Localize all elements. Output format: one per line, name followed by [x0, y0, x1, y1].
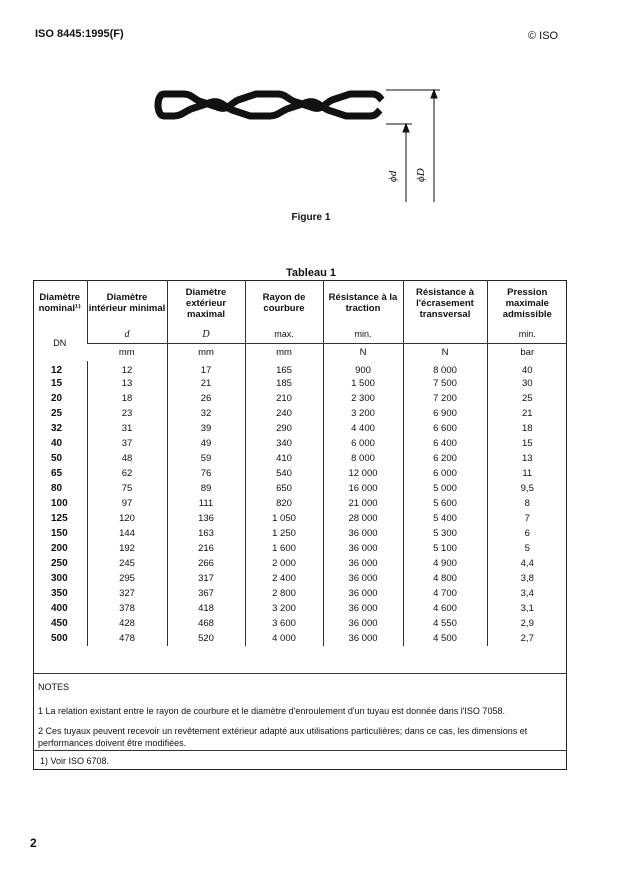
cell-tensile: 36 000 [323, 631, 403, 646]
cell-pressure: 21 [487, 406, 567, 421]
cell-tensile: 4 400 [323, 421, 403, 436]
table-body [33, 361, 567, 646]
cell-crush: 5 000 [403, 481, 487, 496]
notes-section [34, 673, 566, 748]
table-caption: Tableau 1 [286, 267, 336, 279]
cell-bend-radius: 240 [245, 406, 323, 421]
cell-bend-radius: 1 050 [245, 511, 323, 526]
col-header-bend-radius: Rayon de courbure [245, 280, 323, 326]
col-header-outer-diameter: Diamètre extérieur maximal [167, 280, 245, 326]
hose-wall-section [158, 94, 382, 116]
cell-pressure: 3,8 [487, 571, 567, 586]
table-row [33, 361, 567, 376]
cell-pressure: 30 [487, 376, 567, 391]
cell-outer-diameter: 520 [167, 631, 245, 646]
cell-inner-diameter: 31 [87, 421, 167, 436]
cell-inner-diameter: 295 [87, 571, 167, 586]
cell-tensile: 3 200 [323, 406, 403, 421]
cell-pressure: 9,5 [487, 481, 567, 496]
cell-dn: 300 [51, 573, 68, 584]
cell-tensile: 36 000 [323, 526, 403, 541]
cell-bend-radius: 340 [245, 436, 323, 451]
cell-tensile: 36 000 [323, 586, 403, 601]
cell-pressure: 3,1 [487, 601, 567, 616]
table-row [33, 526, 567, 541]
figure-caption: Figure 1 [291, 212, 331, 223]
cell-crush: 4 800 [403, 571, 487, 586]
cell-dn: 500 [51, 633, 68, 644]
cell-outer-diameter: 418 [167, 601, 245, 616]
cell-dn: 450 [51, 618, 68, 629]
cell-inner-diameter: 37 [87, 436, 167, 451]
cell-pressure: 4,4 [487, 556, 567, 571]
cell-inner-diameter: 97 [87, 496, 167, 511]
cell-dn: 150 [51, 528, 68, 539]
cell-pressure: 6 [487, 526, 567, 541]
cell-tensile: 6 000 [323, 436, 403, 451]
table-row [33, 466, 567, 481]
cell-dn: 250 [51, 558, 68, 569]
footnote-text: 1) Voir ISO 6708. [40, 756, 110, 766]
cell-inner-diameter: 192 [87, 541, 167, 556]
cell-tensile: 1 500 [323, 376, 403, 391]
cell-crush: 4 700 [403, 586, 487, 601]
col-header-pressure: Pression maximale admissible [487, 280, 567, 326]
cell-crush: 5 600 [403, 496, 487, 511]
cell-bend-radius: 650 [245, 481, 323, 496]
cell-bend-radius: 290 [245, 421, 323, 436]
cell-bend-radius: 3 600 [245, 616, 323, 631]
cell-pressure: 5 [487, 541, 567, 556]
symbol-row [33, 326, 567, 344]
cell-tensile: 36 000 [323, 616, 403, 631]
cell-inner-diameter: 12 [87, 361, 167, 376]
table-row [33, 631, 567, 646]
table-row [33, 451, 567, 466]
cell-bend-radius: 4 000 [245, 631, 323, 646]
cell-pressure: 40 [487, 361, 567, 376]
cell-bend-radius: 3 200 [245, 601, 323, 616]
cell-tensile: 21 000 [323, 496, 403, 511]
cell-inner-diameter: 428 [87, 616, 167, 631]
cell-tensile: 36 000 [323, 541, 403, 556]
cell-crush: 7 500 [403, 376, 487, 391]
cell-bend-radius: 1 250 [245, 526, 323, 541]
cell-inner-diameter: 13 [87, 376, 167, 391]
dn-label: DN [53, 338, 67, 348]
cell-tensile: 28 000 [323, 511, 403, 526]
cell-dn: 50 [51, 453, 63, 464]
cell-pressure: 2,9 [487, 616, 567, 631]
table-row [33, 511, 567, 526]
cell-outer-diameter: 136 [167, 511, 245, 526]
cell-bend-radius: 410 [245, 451, 323, 466]
cell-outer-diameter: 317 [167, 571, 245, 586]
table-row [33, 571, 567, 586]
cell-inner-diameter: 23 [87, 406, 167, 421]
note-item: 2 Ces tuyaux peuvent recevoir un revêtement extérieur adapté aux utilisations particulières; dans ce cas, les dimensions et performances doivent être modifiées. [38, 726, 528, 748]
cell-tensile: 36 000 [323, 571, 403, 586]
cell-outer-diameter: 216 [167, 541, 245, 556]
cell-crush: 6 600 [403, 421, 487, 436]
header-row [33, 280, 567, 326]
cell-outer-diameter: 468 [167, 616, 245, 631]
copyright-mark: © ISO [528, 30, 559, 42]
page-number: 2 [30, 836, 37, 850]
cell-bend-radius: 2 800 [245, 586, 323, 601]
footnote [34, 750, 566, 766]
cell-crush: 5 400 [403, 511, 487, 526]
unit-pressure: bar [487, 344, 567, 362]
table-row [33, 496, 567, 511]
cell-inner-diameter: 120 [87, 511, 167, 526]
cell-outer-diameter: 39 [167, 421, 245, 436]
cell-dn: 65 [51, 468, 63, 479]
col-header-inner-diameter: Diamètre intérieur minimal [87, 280, 167, 326]
cell-dn: 15 [51, 378, 63, 389]
qualifier-min-pressure: min. [487, 326, 567, 344]
cell-pressure: 15 [487, 436, 567, 451]
cell-inner-diameter: 75 [87, 481, 167, 496]
cell-bend-radius: 185 [245, 376, 323, 391]
cell-bend-radius: 540 [245, 466, 323, 481]
table-row [33, 481, 567, 496]
table-row [33, 601, 567, 616]
col-header-crush: Résistance à l'écrasement transversal [403, 280, 487, 326]
cell-pressure: 18 [487, 421, 567, 436]
cell-crush: 6 000 [403, 466, 487, 481]
cell-crush: 6 900 [403, 406, 487, 421]
cell-crush: 6 200 [403, 451, 487, 466]
symbol-d: d [87, 326, 167, 344]
cell-dn: 40 [51, 438, 63, 449]
cell-dn: 400 [51, 603, 68, 614]
table-row [33, 616, 567, 631]
col-header-nominal: Diamètre nominal¹⁾ [38, 292, 81, 314]
cell-outer-diameter: 163 [167, 526, 245, 541]
cell-inner-diameter: 18 [87, 391, 167, 406]
table-row [33, 586, 567, 601]
cell-pressure: 8 [487, 496, 567, 511]
table-row [33, 556, 567, 571]
col-header-tensile: Résistance à la traction [323, 280, 403, 326]
cell-pressure: 3,4 [487, 586, 567, 601]
cell-tensile: 16 000 [323, 481, 403, 496]
cell-outer-diameter: 266 [167, 556, 245, 571]
hose-profile-figure [150, 70, 450, 210]
notes-title: NOTES [38, 682, 70, 692]
cell-crush: 4 550 [403, 616, 487, 631]
cell-dn: 200 [51, 543, 68, 554]
table-row [33, 406, 567, 421]
cell-inner-diameter: 48 [87, 451, 167, 466]
cell-pressure: 2,7 [487, 631, 567, 646]
cell-bend-radius: 1 600 [245, 541, 323, 556]
table-row [33, 421, 567, 436]
cell-outer-diameter: 59 [167, 451, 245, 466]
cell-outer-diameter: 76 [167, 466, 245, 481]
cell-dn: 80 [51, 483, 63, 494]
note-item: 1 La relation existant entre le rayon de courbure et le diamètre d'enroulement d'un tuyau est donnée dans l'ISO 7058. [38, 706, 505, 716]
cell-dn: 100 [51, 498, 68, 509]
cell-outer-diameter: 49 [167, 436, 245, 451]
cell-pressure: 11 [487, 466, 567, 481]
cell-outer-diameter: 89 [167, 481, 245, 496]
cell-crush: 5 300 [403, 526, 487, 541]
table-row [33, 376, 567, 391]
unit-crush: N [403, 344, 487, 362]
cell-inner-diameter: 144 [87, 526, 167, 541]
cell-pressure: 7 [487, 511, 567, 526]
cell-inner-diameter: 62 [87, 466, 167, 481]
cell-pressure: 13 [487, 451, 567, 466]
cell-outer-diameter: 17 [167, 361, 245, 376]
cell-tensile: 8 000 [323, 451, 403, 466]
cell-crush: 8 000 [403, 361, 487, 376]
cell-tensile: 2 300 [323, 391, 403, 406]
cell-bend-radius: 2 000 [245, 556, 323, 571]
table-row [33, 436, 567, 451]
cell-tensile: 36 000 [323, 601, 403, 616]
cell-bend-radius: 165 [245, 361, 323, 376]
table-row [33, 391, 567, 406]
cell-inner-diameter: 378 [87, 601, 167, 616]
cell-crush: 4 900 [403, 556, 487, 571]
outer-diameter-label: ϕD [415, 168, 427, 182]
unit-tensile: N [323, 344, 403, 362]
cell-crush: 4 600 [403, 601, 487, 616]
cell-dn: 125 [51, 513, 68, 524]
cell-outer-diameter: 111 [167, 496, 245, 511]
cell-dn: 12 [51, 365, 63, 376]
cell-tensile: 900 [323, 361, 403, 376]
cell-dn: 25 [51, 408, 63, 419]
cell-inner-diameter: 478 [87, 631, 167, 646]
cell-bend-radius: 2 400 [245, 571, 323, 586]
cell-dn: 32 [51, 423, 63, 434]
document-id: ISO 8445:1995(F) [35, 28, 124, 40]
qualifier-empty [403, 326, 487, 344]
symbol-D: D [167, 326, 245, 344]
unit-inner-diameter: mm [87, 344, 167, 362]
cell-outer-diameter: 21 [167, 376, 245, 391]
cell-tensile: 12 000 [323, 466, 403, 481]
dimension-lines [386, 90, 440, 202]
cell-bend-radius: 820 [245, 496, 323, 511]
cell-dn: 350 [51, 588, 68, 599]
cell-crush: 6 400 [403, 436, 487, 451]
qualifier-max: max. [245, 326, 323, 344]
cell-pressure: 25 [487, 391, 567, 406]
cell-bend-radius: 210 [245, 391, 323, 406]
cell-crush: 4 500 [403, 631, 487, 646]
cell-outer-diameter: 26 [167, 391, 245, 406]
cell-inner-diameter: 245 [87, 556, 167, 571]
cell-crush: 5 100 [403, 541, 487, 556]
cell-crush: 7 200 [403, 391, 487, 406]
cell-inner-diameter: 327 [87, 586, 167, 601]
cell-outer-diameter: 32 [167, 406, 245, 421]
hose-spec-table [33, 280, 567, 646]
cell-dn: 20 [51, 393, 63, 404]
unit-outer-diameter: mm [167, 344, 245, 362]
unit-row [33, 344, 567, 362]
cell-outer-diameter: 367 [167, 586, 245, 601]
unit-bend-radius: mm [245, 344, 323, 362]
inner-diameter-label: ϕd [387, 170, 399, 182]
table-row [33, 541, 567, 556]
qualifier-min-tensile: min. [323, 326, 403, 344]
cell-tensile: 36 000 [323, 556, 403, 571]
